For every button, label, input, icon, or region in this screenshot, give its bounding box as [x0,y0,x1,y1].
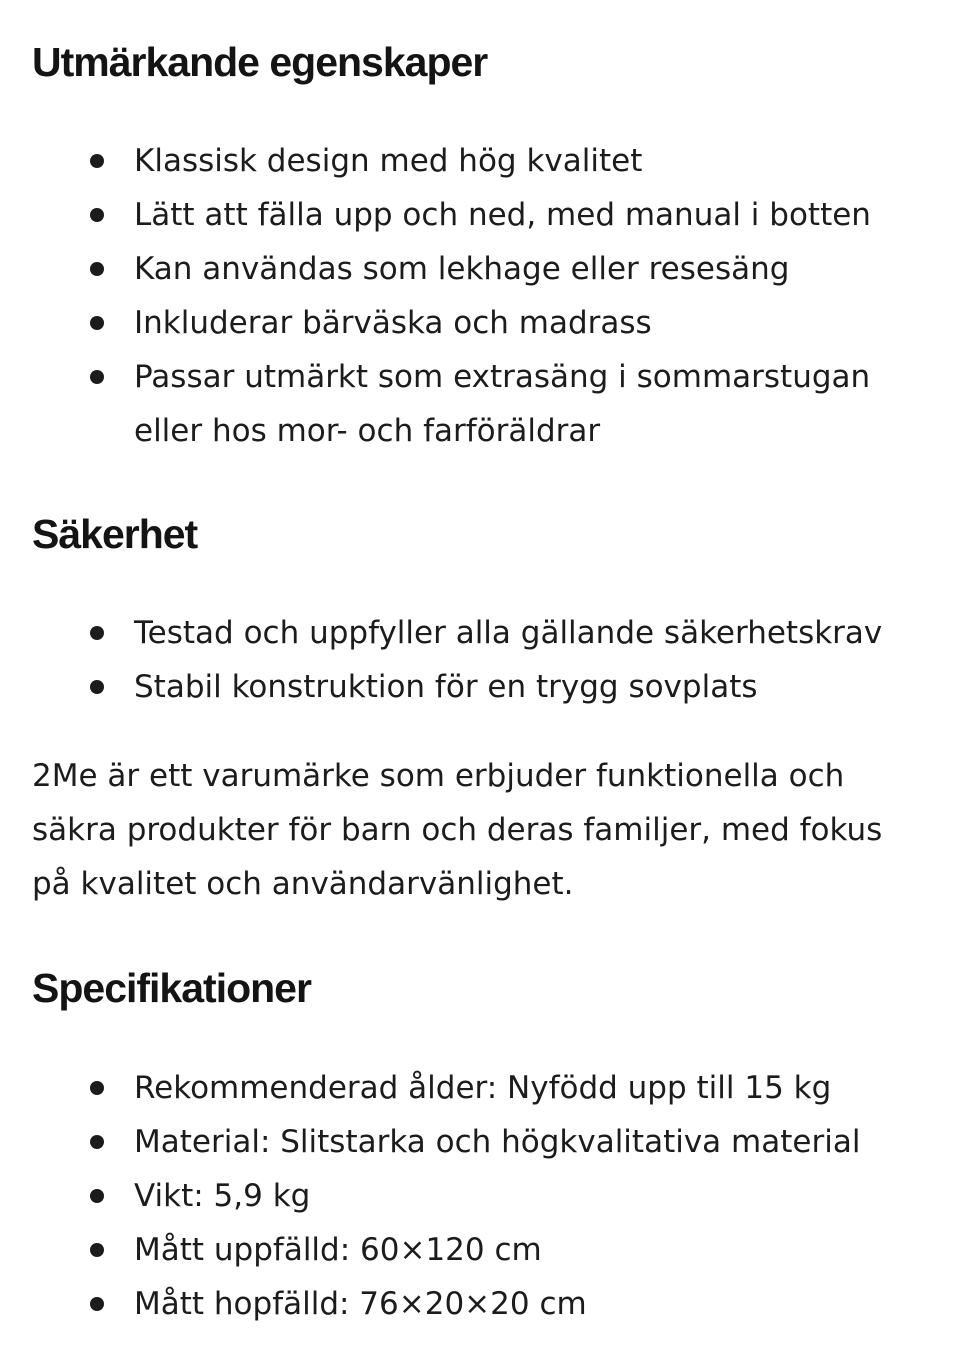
safety-heading: Säkerhet [32,511,198,557]
bullet-icon [90,154,104,168]
list-item-text: Inkluderar bärväska och madrass [134,305,652,341]
bullet-icon [90,262,104,276]
specs-heading: Specifikationer [32,965,311,1011]
bullet-icon [90,1243,104,1257]
bullet-icon [90,1135,104,1149]
list-item [32,134,928,188]
list-item [32,1061,928,1115]
bullet-icon [90,1081,104,1095]
list-item [32,1115,928,1169]
safety-list [32,606,928,714]
bullet-icon [90,370,104,384]
list-item-text: Testad och uppfyller alla gällande säkerhetskrav [134,615,883,651]
list-item [32,1277,928,1331]
list-item [32,188,928,242]
list-item [32,350,928,458]
list-item-text: Material: Slitstarka och högkvalitativa material [134,1124,861,1160]
bullet-icon [90,316,104,330]
bullet-icon [90,1297,104,1311]
list-item-text: Lätt att fälla upp och ned, med manual i botten [134,197,871,233]
list-item [32,1223,928,1277]
list-item-text: Kan användas som lekhage eller resesäng [134,251,790,287]
list-item-text: Rekommenderad ålder: Nyfödd upp till 15 kg [134,1070,832,1106]
specs-list [32,1061,928,1331]
list-item [32,296,928,350]
list-item [32,660,928,714]
bullet-icon [90,208,104,222]
list-item-text: Klassisk design med hög kvalitet [134,143,643,179]
bullet-icon [90,626,104,640]
list-item [32,606,928,660]
brand-paragraph: 2Me är ett varumärke som erbjuder funktionella och säkra produkter för barn och deras familjer, med fokus på kvalitet och användarvänlighet. [32,758,883,902]
list-item [32,1169,928,1223]
list-item [32,242,928,296]
list-item-text: Vikt: 5,9 kg [134,1178,311,1214]
list-item-text: Mått uppfälld: 60×120 cm [134,1232,542,1268]
list-item-text: Passar utmärkt som extrasäng i sommarstugan eller hos mor- och farföräldrar [134,359,871,449]
features-list [32,134,928,458]
list-item-text: Mått hopfälld: 76×20×20 cm [134,1286,587,1322]
list-item-text: Stabil konstruktion för en trygg sovplats [134,669,758,705]
bullet-icon [90,680,104,694]
bullet-icon [90,1189,104,1203]
features-heading: Utmärkande egenskaper [32,39,488,85]
